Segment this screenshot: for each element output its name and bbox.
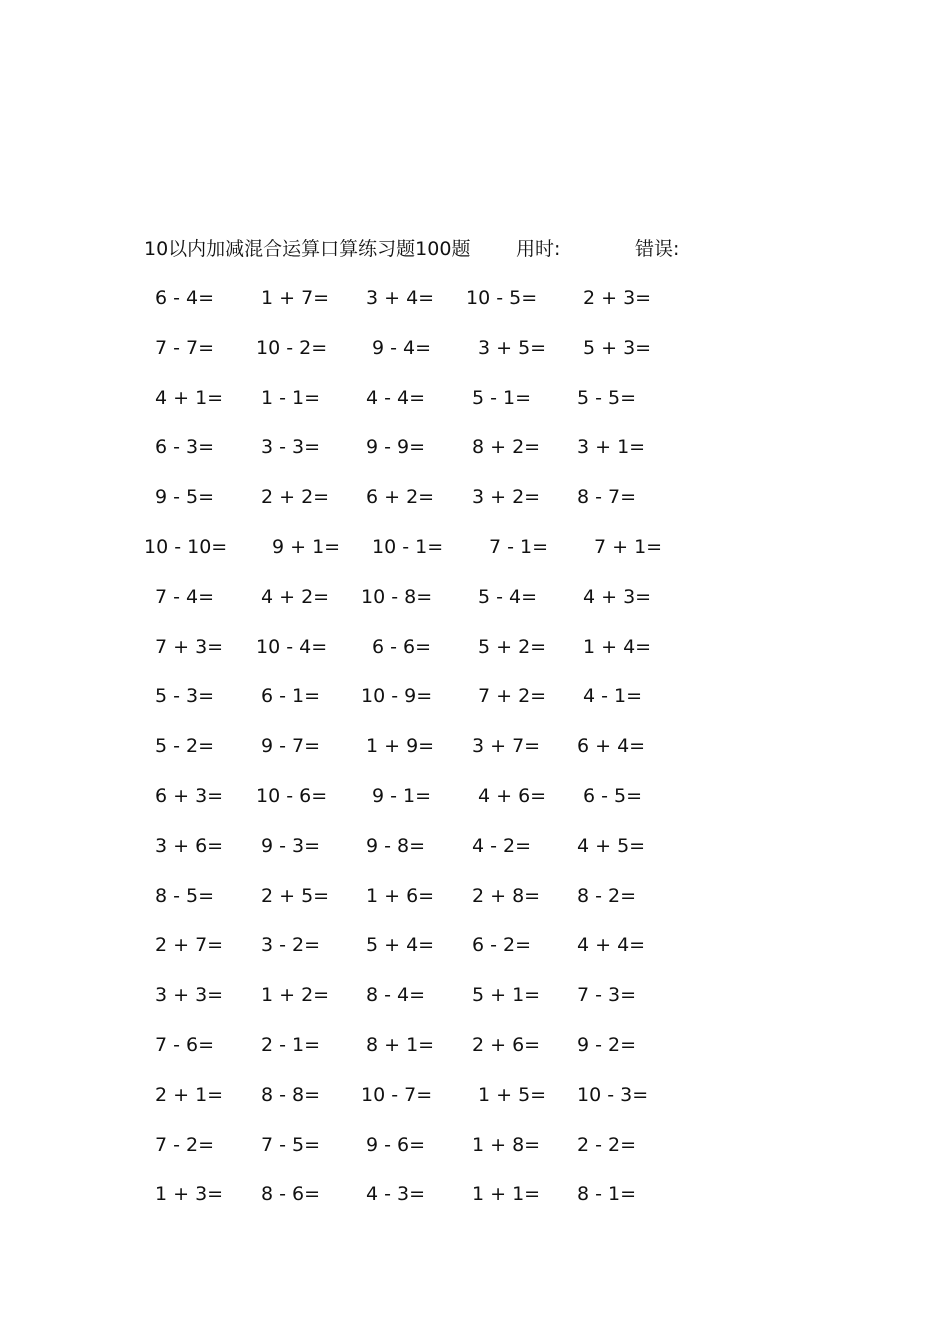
problem-row (0, 982, 950, 1032)
problem-item: 2 + 2= (261, 486, 330, 509)
problem-row (0, 484, 950, 534)
problem-item: 4 + 2= (261, 585, 330, 608)
problem-item: 7 + 3= (155, 635, 224, 658)
problem-item: 9 - 8= (366, 834, 426, 857)
problem-item: 10 - 8= (361, 585, 433, 608)
problem-item: 3 + 2= (472, 486, 541, 509)
problem-item: 2 + 5= (261, 884, 330, 907)
problem-item: 4 + 5= (577, 834, 646, 857)
problem-row (0, 335, 950, 385)
problem-item: 1 + 2= (261, 984, 330, 1007)
worksheet-title: 10以内加减混合运算口算练习题100题 (144, 238, 471, 260)
problem-item: 6 - 6= (372, 635, 432, 658)
problem-item: 1 + 3= (155, 1183, 224, 1206)
problem-item: 10 - 4= (256, 635, 328, 658)
problem-item: 5 - 1= (472, 386, 532, 409)
problem-grid (0, 285, 950, 1231)
problem-item: 9 + 1= (272, 535, 341, 558)
problem-row (0, 883, 950, 933)
problem-row (0, 584, 950, 634)
problem-item: 10 - 9= (361, 685, 433, 708)
problem-item: 6 - 2= (472, 934, 532, 957)
problem-row (0, 1082, 950, 1132)
problem-item: 1 + 9= (366, 735, 435, 758)
time-used-label: 用时: (516, 238, 561, 260)
problem-item: 6 - 3= (155, 436, 215, 459)
problem-item: 10 - 10= (144, 535, 228, 558)
problem-item: 3 + 5= (478, 336, 547, 359)
problem-item: 5 - 5= (577, 386, 637, 409)
problem-item: 3 + 7= (472, 735, 541, 758)
problem-row (0, 733, 950, 783)
problem-row (0, 434, 950, 484)
problem-row (0, 285, 950, 335)
problem-item: 6 + 3= (155, 784, 224, 807)
problem-item: 5 + 2= (478, 635, 547, 658)
problem-item: 9 - 1= (372, 784, 432, 807)
problem-item: 4 - 1= (583, 685, 643, 708)
problem-item: 5 + 3= (583, 336, 652, 359)
problem-row (0, 783, 950, 833)
problem-item: 3 - 3= (261, 436, 321, 459)
problem-item: 6 - 5= (583, 784, 643, 807)
problem-item: 1 + 1= (472, 1183, 541, 1206)
problem-item: 7 - 6= (155, 1033, 215, 1056)
problem-item: 9 - 9= (366, 436, 426, 459)
problem-item: 2 + 7= (155, 934, 224, 957)
problem-item: 7 - 5= (261, 1133, 321, 1156)
problem-item: 8 - 7= (577, 486, 637, 509)
problem-row (0, 1032, 950, 1082)
problem-item: 5 + 4= (366, 934, 435, 957)
problem-item: 6 + 2= (366, 486, 435, 509)
problem-item: 9 - 5= (155, 486, 215, 509)
problem-item: 8 - 8= (261, 1083, 321, 1106)
problem-item: 3 - 2= (261, 934, 321, 957)
problem-item: 8 - 5= (155, 884, 215, 907)
worksheet-header (144, 236, 680, 262)
problem-row (0, 534, 950, 584)
problem-item: 9 - 6= (366, 1133, 426, 1156)
problem-item: 4 - 2= (472, 834, 532, 857)
problem-item: 10 - 2= (256, 336, 328, 359)
problem-item: 7 - 2= (155, 1133, 215, 1156)
problem-item: 3 + 4= (366, 287, 435, 309)
problem-item: 3 + 3= (155, 984, 224, 1007)
problem-item: 2 + 1= (155, 1083, 224, 1106)
problem-item: 6 - 4= (155, 287, 215, 309)
problem-item: 9 - 2= (577, 1033, 637, 1056)
problem-item: 8 - 6= (261, 1183, 321, 1206)
problem-item: 7 - 7= (155, 336, 215, 359)
problem-row (0, 1132, 950, 1182)
problem-item: 6 - 1= (261, 685, 321, 708)
problem-item: 5 - 2= (155, 735, 215, 758)
problem-item: 1 - 1= (261, 386, 321, 409)
errors-label: 错误: (635, 238, 680, 260)
problem-item: 10 - 5= (466, 287, 538, 309)
problem-item: 2 + 3= (583, 287, 652, 309)
problem-item: 6 + 4= (577, 735, 646, 758)
problem-item: 4 - 4= (366, 386, 426, 409)
problem-item: 1 + 5= (478, 1083, 547, 1106)
problem-item: 10 - 7= (361, 1083, 433, 1106)
problem-item: 8 - 2= (577, 884, 637, 907)
problem-item: 7 - 1= (489, 535, 549, 558)
problem-item: 3 + 1= (577, 436, 646, 459)
problem-row (0, 833, 950, 883)
problem-item: 10 - 3= (577, 1083, 649, 1106)
problem-item: 9 - 4= (372, 336, 432, 359)
problem-item: 1 + 7= (261, 287, 330, 309)
problem-item: 9 - 7= (261, 735, 321, 758)
problem-item: 1 + 6= (366, 884, 435, 907)
problem-row (0, 932, 950, 982)
problem-item: 2 + 6= (472, 1033, 541, 1056)
problem-item: 10 - 1= (372, 535, 444, 558)
problem-item: 4 + 6= (478, 784, 547, 807)
problem-item: 7 - 4= (155, 585, 215, 608)
problem-row (0, 683, 950, 733)
problem-item: 4 - 3= (366, 1183, 426, 1206)
problem-item: 8 + 2= (472, 436, 541, 459)
problem-item: 8 - 1= (577, 1183, 637, 1206)
problem-item: 1 + 8= (472, 1133, 541, 1156)
problem-item: 5 - 3= (155, 685, 215, 708)
problem-item: 2 + 8= (472, 884, 541, 907)
problem-item: 8 - 4= (366, 984, 426, 1007)
problem-item: 8 + 1= (366, 1033, 435, 1056)
problem-item: 5 - 4= (478, 585, 538, 608)
problem-item: 4 + 1= (155, 386, 224, 409)
problem-item: 2 - 1= (261, 1033, 321, 1056)
problem-item: 7 + 2= (478, 685, 547, 708)
problem-row (0, 1181, 950, 1231)
problem-item: 1 + 4= (583, 635, 652, 658)
problem-item: 5 + 1= (472, 984, 541, 1007)
problem-row (0, 634, 950, 684)
problem-item: 2 - 2= (577, 1133, 637, 1156)
problem-item: 7 - 3= (577, 984, 637, 1007)
problem-row (0, 385, 950, 435)
problem-item: 3 + 6= (155, 834, 224, 857)
problem-item: 10 - 6= (256, 784, 328, 807)
problem-item: 4 + 3= (583, 585, 652, 608)
problem-item: 9 - 3= (261, 834, 321, 857)
problem-item: 7 + 1= (594, 535, 663, 558)
problem-item: 4 + 4= (577, 934, 646, 957)
